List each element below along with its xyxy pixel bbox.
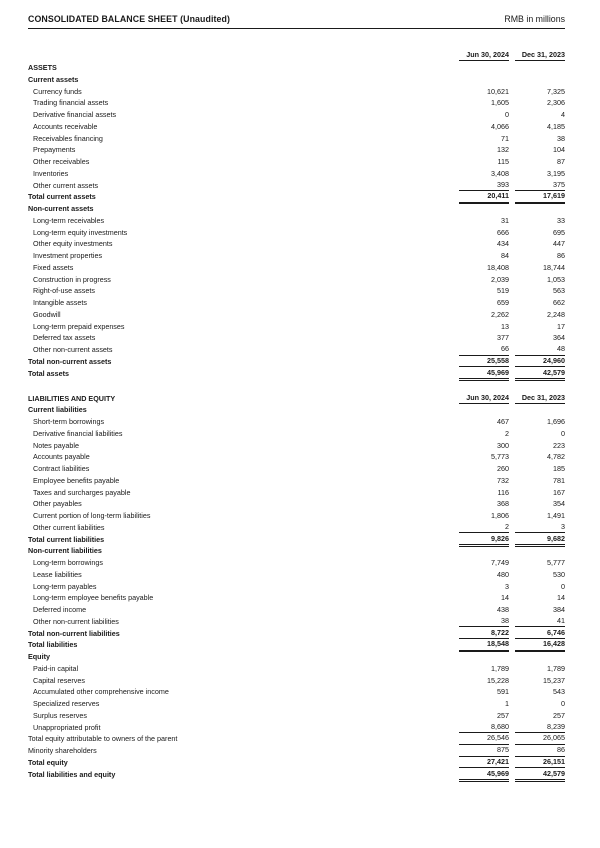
table-row-item <box>28 557 565 569</box>
table-row-sectiondates <box>28 391 565 404</box>
value-jun-30-2024: 116 <box>497 487 509 497</box>
value-dec-31-2023: 563 <box>553 286 565 296</box>
value-dec-31-2023 <box>515 555 565 557</box>
value-dec-31-2023: 4 <box>561 110 565 119</box>
table-row-item <box>28 144 565 156</box>
table-row-spacer <box>28 379 565 391</box>
value-jun-30-2024: 9,826 <box>459 534 509 546</box>
table-row-item <box>28 238 565 250</box>
value-dec-31-2023: 375 <box>515 180 565 192</box>
value-jun-30-2024: 1,605 <box>491 98 509 108</box>
table-row-item <box>28 451 565 463</box>
value-jun-30-2024: 1,806 <box>491 511 509 520</box>
table-row-total <box>28 533 565 545</box>
row-label: Investment properties <box>33 251 103 260</box>
value-dec-31-2023: 354 <box>553 499 565 509</box>
value-jun-30-2024: 20,411 <box>459 191 509 203</box>
table-row-item <box>28 463 565 475</box>
row-label <box>28 60 459 62</box>
value-jun-30-2024: 26,546 <box>459 733 509 745</box>
value-jun-30-2024: 2 <box>459 522 509 534</box>
value-dec-31-2023: 17,619 <box>515 191 565 203</box>
value-jun-30-2024: 132 <box>497 145 509 155</box>
value-jun-30-2024: 13 <box>501 321 509 331</box>
row-label: Employee benefits payable <box>33 475 120 485</box>
table-row-section <box>28 61 565 74</box>
value-dec-31-2023: 16,428 <box>515 639 565 651</box>
value-dec-31-2023: 15,237 <box>543 675 565 685</box>
table-row-item <box>28 344 565 356</box>
row-label: Notes payable <box>33 440 79 450</box>
value-jun-30-2024: 3 <box>505 581 509 591</box>
row-label: Minority shareholders <box>28 746 97 755</box>
table-row-item <box>28 475 565 487</box>
table-row-total <box>28 367 565 379</box>
row-label: Other equity investments <box>33 239 113 249</box>
value-jun-30-2024: 15,228 <box>487 675 509 685</box>
row-label: Long-term equity investments <box>33 227 128 237</box>
table-row-item <box>28 592 565 604</box>
value-jun-30-2024: 875 <box>459 745 509 757</box>
table-row-item <box>28 285 565 297</box>
table-row-item <box>28 85 565 97</box>
value-dec-31-2023: 781 <box>553 475 565 485</box>
row-label: Current liabilities <box>28 405 87 415</box>
value-dec-31-2023: 0 <box>561 428 565 438</box>
value-jun-30-2024: 732 <box>497 475 509 485</box>
table-row-total <box>28 356 565 368</box>
value-jun-30-2024: 0 <box>505 110 509 119</box>
value-jun-30-2024: 260 <box>497 464 509 473</box>
value-jun-30-2024: 8,680 <box>459 722 509 734</box>
value-dec-31-2023: 695 <box>553 227 565 237</box>
table-row-dates <box>28 48 565 61</box>
value-dec-31-2023: 167 <box>553 487 565 497</box>
row-label: Other non-current liabilities <box>33 616 119 626</box>
value-dec-31-2023: 447 <box>553 239 565 249</box>
value-dec-31-2023: 86 <box>557 251 565 260</box>
value-jun-30-2024: 115 <box>497 157 509 166</box>
row-label: Construction in progress <box>33 274 111 284</box>
row-label: Contract liabilities <box>33 464 90 473</box>
value-dec-31-2023: 3,195 <box>547 168 565 178</box>
table-row-group <box>28 545 565 557</box>
value-jun-30-2024 <box>459 414 509 416</box>
value-dec-31-2023: 257 <box>553 710 565 720</box>
row-label: Derivative financial assets <box>33 110 117 119</box>
row-label: Long-term receivables <box>33 215 105 225</box>
value-dec-31-2023: 86 <box>515 745 565 757</box>
row-label: Receivables financing <box>33 133 103 143</box>
row-label: Goodwill <box>33 309 61 319</box>
row-label: Specialized reserves <box>33 699 100 708</box>
row-label: Accumulated other comprehensive income <box>33 687 169 697</box>
row-label: Non-current liabilities <box>28 546 102 556</box>
table-row-item <box>28 156 565 168</box>
value-dec-31-2023: 9,682 <box>515 534 565 546</box>
table-row-total <box>28 191 565 203</box>
row-label: Long-term prepaid expenses <box>33 321 125 331</box>
value-dec-31-2023 <box>515 213 565 215</box>
table-row-total <box>28 639 565 651</box>
value-dec-31-2023: 1,491 <box>547 511 565 520</box>
row-label: Total liabilities <box>28 640 78 650</box>
table-row-item <box>28 674 565 686</box>
row-label: Current assets <box>28 74 79 84</box>
table-row-item <box>28 226 565 238</box>
row-label: Other current assets <box>33 180 99 190</box>
value-jun-30-2024: 591 <box>497 687 509 697</box>
value-jun-30-2024: 5,773 <box>491 452 509 462</box>
value-dec-31-2023: 2,306 <box>547 98 565 108</box>
table-row-item <box>28 309 565 321</box>
value-dec-31-2023: 7,325 <box>547 86 565 96</box>
value-jun-30-2024: 2,262 <box>491 309 509 319</box>
page-title: CONSOLIDATED BALANCE SHEET (Unaudited) <box>28 14 231 24</box>
value-dec-31-2023: 87 <box>557 157 565 166</box>
value-jun-30-2024: 257 <box>497 710 509 720</box>
row-label: Total equity attributable to owners of the parent <box>28 734 178 744</box>
value-dec-31-2023: 5,777 <box>547 558 565 567</box>
row-label <box>28 390 459 392</box>
table-row-item <box>28 510 565 522</box>
value-jun-30-2024: 2 <box>505 428 509 438</box>
value-jun-30-2024: 434 <box>497 239 509 249</box>
value-jun-30-2024 <box>459 72 509 74</box>
row-label: Intangible assets <box>33 298 87 307</box>
value-jun-30-2024: 1,789 <box>491 663 509 673</box>
value-dec-31-2023 <box>515 72 565 74</box>
row-label: Total current assets <box>28 192 96 202</box>
row-label: Total equity <box>28 757 68 767</box>
table-row-item <box>28 320 565 332</box>
value-dec-31-2023: 104 <box>553 145 565 155</box>
row-label: Paid-in capital <box>33 663 79 673</box>
row-label: Short-term borrowings <box>33 417 105 426</box>
table-row-item <box>28 710 565 722</box>
value-dec-31-2023: 185 <box>553 464 565 473</box>
table-row-item <box>28 580 565 592</box>
row-label: Derivative financial liabilities <box>33 428 123 438</box>
value-dec-31-2023: 543 <box>553 687 565 697</box>
value-jun-30-2024 <box>459 661 509 663</box>
row-label: Deferred tax assets <box>33 333 96 343</box>
value-dec-31-2023: 26,151 <box>515 757 565 769</box>
table-row-item <box>28 215 565 227</box>
value-dec-31-2023: 4,185 <box>547 121 565 131</box>
row-label: Inventories <box>33 168 69 178</box>
table-row-item <box>28 498 565 510</box>
value-dec-31-2023: 3 <box>515 522 565 534</box>
value-jun-30-2024: 71 <box>501 133 509 143</box>
row-label: LIABILITIES AND EQUITY <box>28 393 116 403</box>
document-header <box>28 14 565 29</box>
table-row-item <box>28 297 565 309</box>
value-jun-30-2024: 45,969 <box>459 769 509 781</box>
row-label: Unappropriated profit <box>33 722 101 732</box>
row-label: Other receivables <box>33 157 90 166</box>
value-dec-31-2023: 33 <box>557 215 565 225</box>
table-row-total <box>28 627 565 639</box>
value-dec-31-2023: 384 <box>553 605 565 614</box>
row-label: Total assets <box>28 368 70 378</box>
value-jun-30-2024: 18,408 <box>487 262 509 272</box>
table-row-item <box>28 132 565 144</box>
value-jun-30-2024: 519 <box>497 286 509 296</box>
value-jun-30-2024: 4,066 <box>491 121 509 131</box>
row-label: Other payables <box>33 499 82 509</box>
value-dec-31-2023: 662 <box>553 298 565 307</box>
value-jun-30-2024: 25,558 <box>459 356 509 368</box>
row-label: Equity <box>28 652 50 661</box>
table-row-item <box>28 486 565 498</box>
value-dec-31-2023: 4,782 <box>547 452 565 462</box>
row-label: Trading financial assets <box>33 98 109 108</box>
table-row-item <box>28 262 565 274</box>
value-dec-31-2023: 42,579 <box>515 368 565 380</box>
value-jun-30-2024 <box>459 390 509 392</box>
value-dec-31-2023: 14 <box>557 593 565 603</box>
row-label: Capital reserves <box>33 675 85 685</box>
value-jun-30-2024 <box>459 555 509 557</box>
table-row-item <box>28 250 565 262</box>
value-jun-30-2024: 368 <box>497 499 509 509</box>
value-jun-30-2024: 666 <box>497 227 509 237</box>
value-dec-31-2023: 223 <box>553 440 565 450</box>
value-dec-31-2023 <box>515 84 565 86</box>
value-jun-30-2024: 393 <box>459 180 509 192</box>
value-jun-30-2024: 14 <box>501 593 509 603</box>
value-dec-31-2023: 6,746 <box>515 628 565 640</box>
value-dec-31-2023: 0 <box>561 581 565 591</box>
table-row-item <box>28 663 565 675</box>
row-label: ASSETS <box>28 63 57 72</box>
table-row-item <box>28 109 565 121</box>
table-row-item <box>28 569 565 581</box>
value-jun-30-2024: 2,039 <box>491 274 509 284</box>
value-jun-30-2024: 8,722 <box>459 628 509 640</box>
table-row-item <box>28 121 565 133</box>
value-dec-31-2023: 41 <box>515 616 565 628</box>
row-label: Taxes and surcharges payable <box>33 487 131 497</box>
table-row-item <box>28 273 565 285</box>
table-row-item <box>28 439 565 451</box>
value-jun-30-2024: 480 <box>497 569 509 579</box>
value-jun-30-2024: 659 <box>497 298 509 307</box>
table-row-item <box>28 179 565 191</box>
table-row-item <box>28 686 565 698</box>
row-label: Right-of-use assets <box>33 286 95 296</box>
row-label: Long-term employee benefits payable <box>33 593 154 603</box>
table-row-group <box>28 651 565 663</box>
document-content <box>28 14 565 780</box>
balance-sheet-table <box>28 48 565 780</box>
table-row-group <box>28 404 565 416</box>
value-jun-30-2024: 27,421 <box>459 757 509 769</box>
value-jun-30-2024: 66 <box>459 344 509 356</box>
table-row-item <box>28 604 565 616</box>
value-dec-31-2023: Dec 31, 2023 <box>515 50 565 62</box>
value-jun-30-2024: 300 <box>497 440 509 450</box>
table-row-item <box>28 416 565 428</box>
table-row-item <box>28 698 565 710</box>
row-label: Other current liabilities <box>33 522 105 532</box>
row-label: Currency funds <box>33 86 82 96</box>
value-dec-31-2023: 364 <box>553 333 565 343</box>
value-jun-30-2024: 45,969 <box>459 368 509 380</box>
value-dec-31-2023: Dec 31, 2023 <box>515 393 565 405</box>
value-dec-31-2023: 26,065 <box>515 733 565 745</box>
value-dec-31-2023 <box>515 661 565 663</box>
value-jun-30-2024: 467 <box>497 417 509 426</box>
value-dec-31-2023: 530 <box>553 569 565 579</box>
row-label: Non-current assets <box>28 204 94 213</box>
value-jun-30-2024: 1 <box>505 699 509 708</box>
row-label: Lease liabilities <box>33 569 82 579</box>
value-dec-31-2023: 2,248 <box>547 309 565 319</box>
value-jun-30-2024: 7,749 <box>491 558 509 567</box>
value-jun-30-2024: 10,621 <box>487 86 509 96</box>
value-jun-30-2024: Jun 30, 2024 <box>459 50 509 62</box>
table-row-item <box>28 721 565 733</box>
table-row-totalplain <box>28 733 565 745</box>
value-dec-31-2023: 38 <box>557 133 565 143</box>
value-dec-31-2023 <box>515 390 565 392</box>
value-dec-31-2023: 18,744 <box>543 262 565 272</box>
table-row-group <box>28 203 565 215</box>
table-row-total <box>28 768 565 780</box>
row-label: Fixed assets <box>33 262 74 272</box>
value-dec-31-2023: 24,960 <box>515 356 565 368</box>
value-jun-30-2024: 84 <box>501 251 509 260</box>
row-label: Surplus reserves <box>33 710 87 720</box>
row-label: Total current liabilities <box>28 534 105 544</box>
value-jun-30-2024: 438 <box>497 605 509 614</box>
row-label: Accounts payable <box>33 452 90 462</box>
value-jun-30-2024 <box>459 213 509 215</box>
row-label: Long-term borrowings <box>33 558 103 567</box>
value-dec-31-2023: 8,239 <box>515 722 565 734</box>
table-row-item <box>28 168 565 180</box>
row-label: Deferred income <box>33 605 87 614</box>
table-row-item <box>28 332 565 344</box>
value-dec-31-2023: 42,579 <box>515 769 565 781</box>
row-label: Prepayments <box>33 145 76 155</box>
value-jun-30-2024: 377 <box>497 333 509 343</box>
value-jun-30-2024: 3,408 <box>491 168 509 178</box>
value-jun-30-2024: 38 <box>459 616 509 628</box>
value-jun-30-2024 <box>459 84 509 86</box>
value-dec-31-2023: 48 <box>515 344 565 356</box>
value-jun-30-2024: Jun 30, 2024 <box>459 393 509 405</box>
value-dec-31-2023: 0 <box>561 699 565 708</box>
value-dec-31-2023 <box>515 414 565 416</box>
table-row-group <box>28 74 565 86</box>
table-row-item <box>28 97 565 109</box>
value-dec-31-2023: 1,789 <box>547 663 565 673</box>
value-dec-31-2023: 1,696 <box>547 417 565 426</box>
row-label: Current portion of long-term liabilities <box>33 511 151 520</box>
value-jun-30-2024: 31 <box>501 215 509 225</box>
row-label: Total liabilities and equity <box>28 769 116 779</box>
table-row-total <box>28 757 565 769</box>
value-jun-30-2024: 18,548 <box>459 639 509 651</box>
row-label: Long-term payables <box>33 581 97 591</box>
value-dec-31-2023: 17 <box>557 321 565 331</box>
row-label: Other non-current assets <box>33 345 113 354</box>
currency-unit-label: RMB in millions <box>504 14 565 24</box>
row-label: Total non-current assets <box>28 356 112 366</box>
row-label: Accounts receivable <box>33 121 98 131</box>
table-row-totalplain <box>28 745 565 757</box>
row-label: Total non-current liabilities <box>28 628 120 638</box>
table-row-item <box>28 428 565 440</box>
table-row-item <box>28 522 565 534</box>
table-row-item <box>28 616 565 628</box>
value-dec-31-2023: 1,053 <box>547 274 565 284</box>
